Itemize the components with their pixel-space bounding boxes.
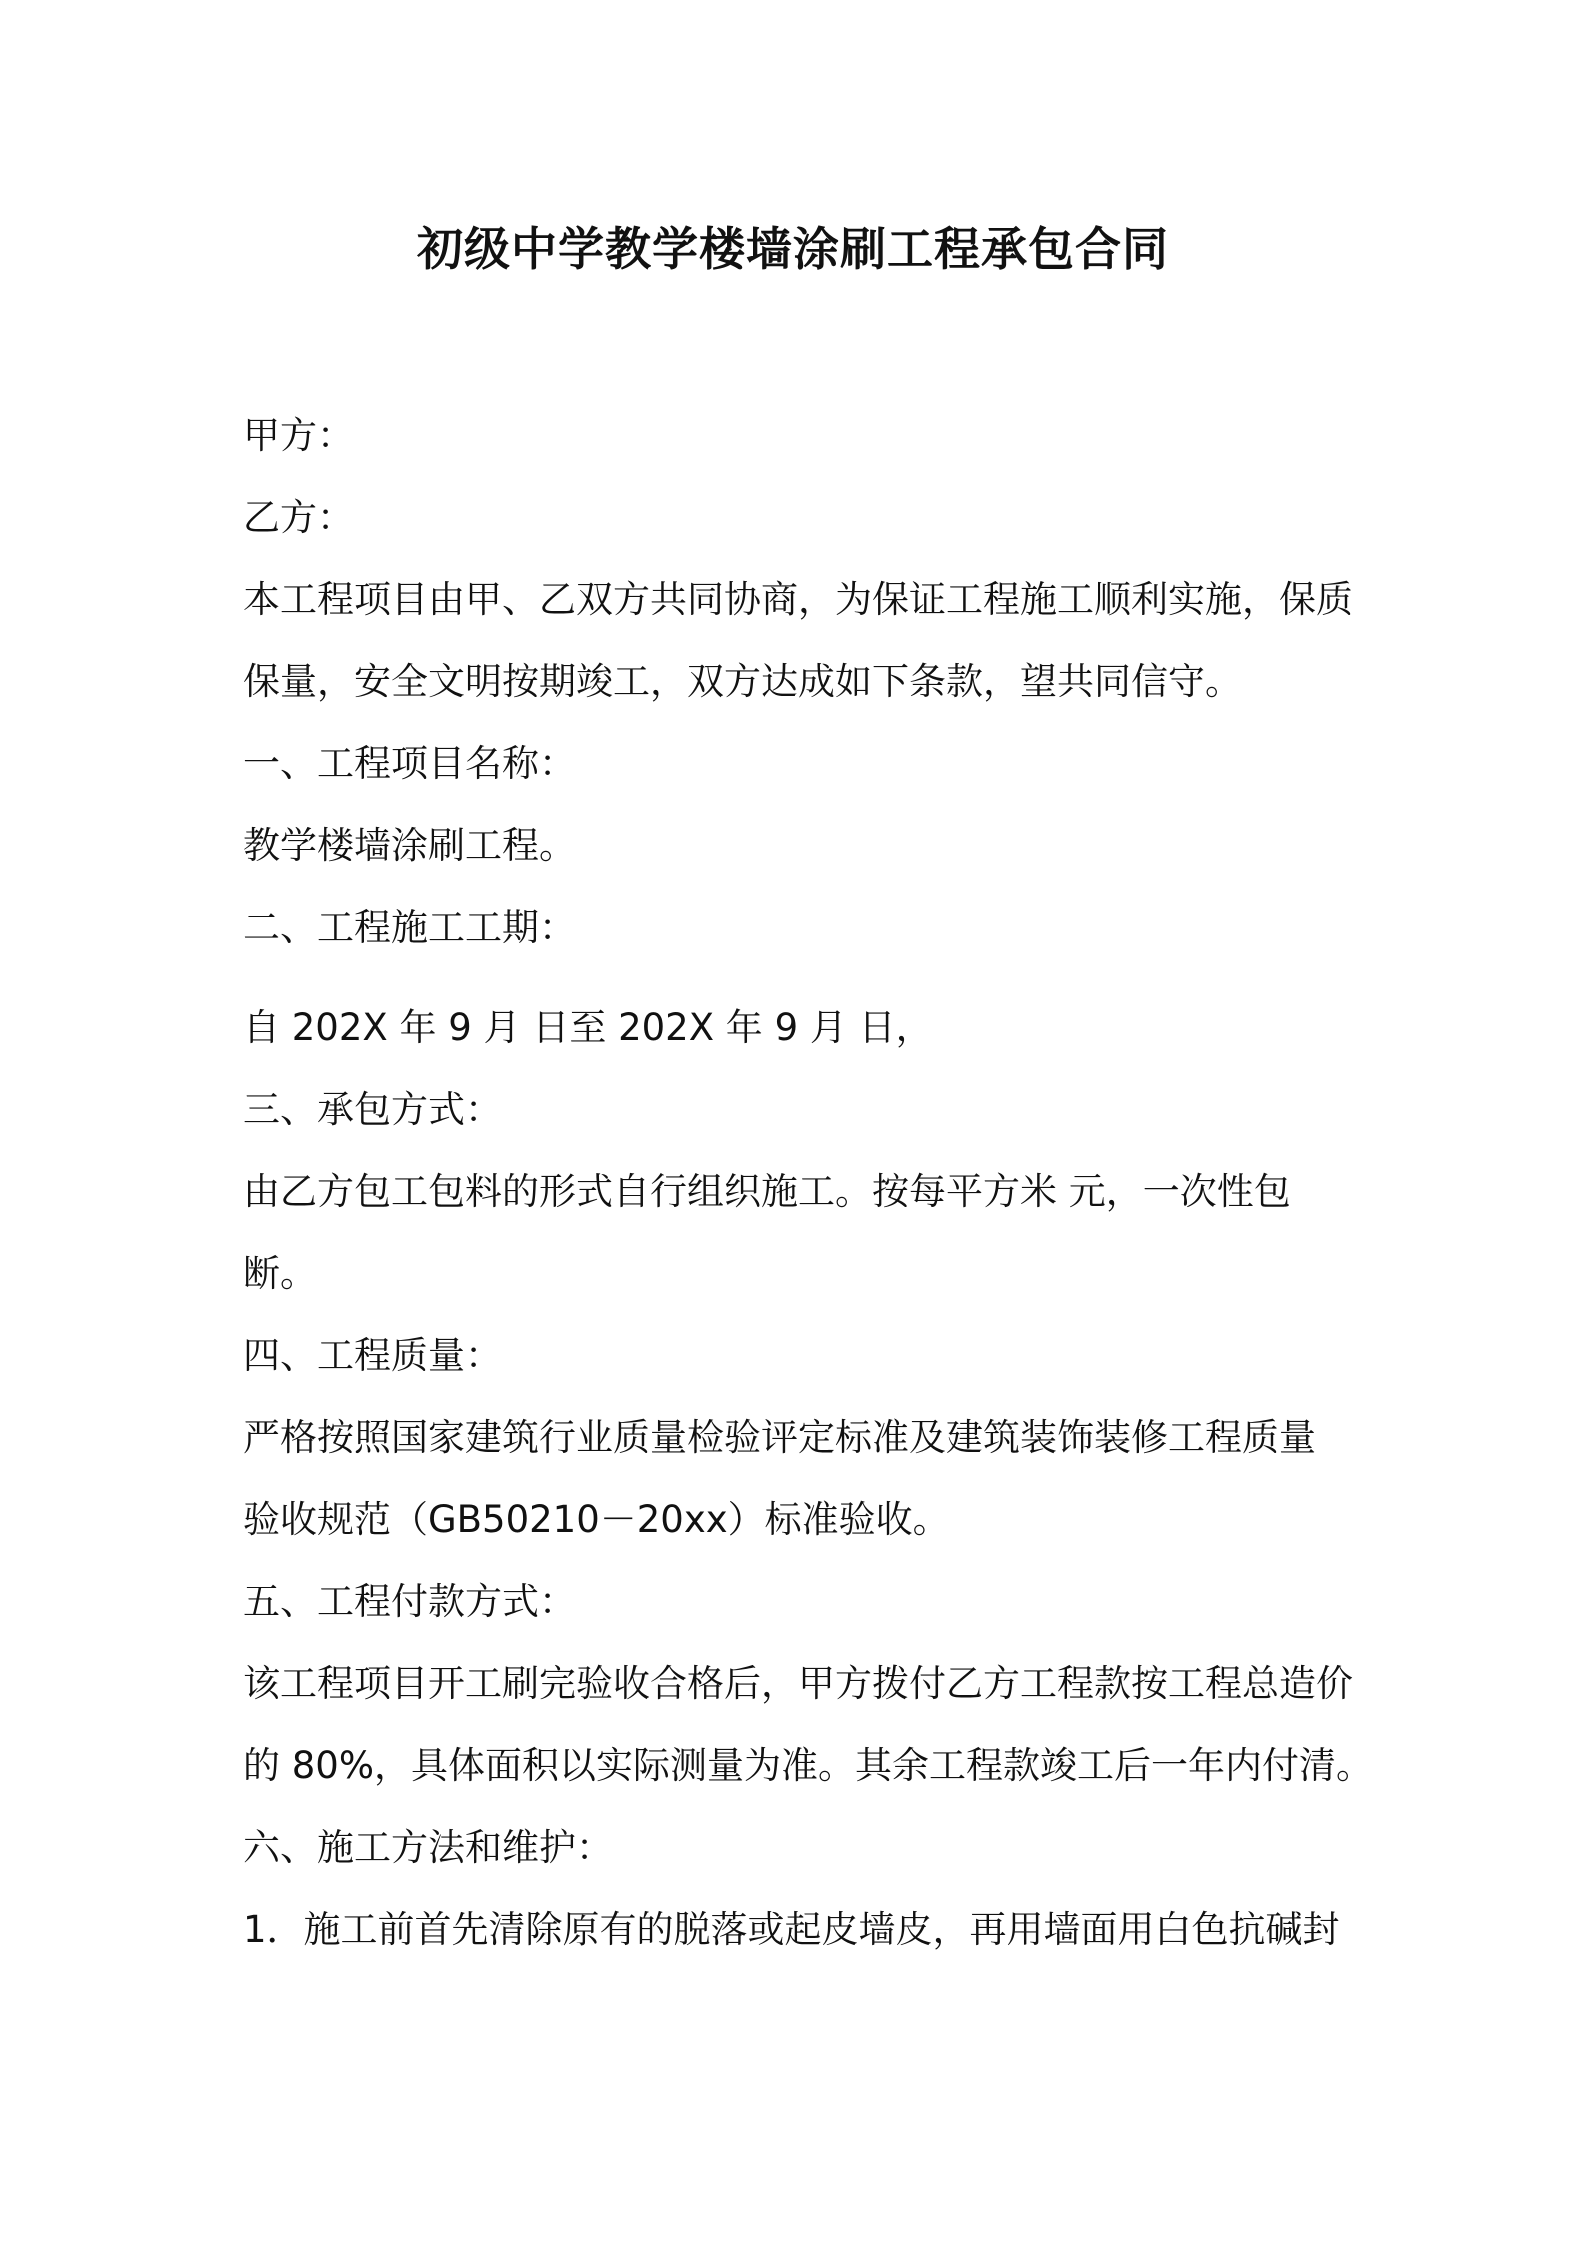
section-3-heading: 三、承包方式： [243,1088,502,1131]
section-3-body-line-2: 断。 [243,1252,317,1295]
preamble-line-2: 保量，安全文明按期竣工，双方达成如下条款，望共同信守。 [243,660,1242,703]
section-5-body-line-1: 该工程项目开工刷完验收合格后，甲方拨付乙方工程款按工程总造价 [243,1662,1353,1705]
section-5-body-line-2: 的 80%，具体面积以实际测量为准。其余工程款竣工后一年内付清。 [243,1744,1373,1787]
preamble-line-1: 本工程项目由甲、乙双方共同协商，为保证工程施工顺利实施，保质 [243,578,1353,621]
party-b-label: 乙方： [243,496,354,539]
section-5-heading: 五、工程付款方式： [243,1580,576,1623]
party-a-label: 甲方： [243,414,354,457]
section-1-body: 教学楼墙涂刷工程。 [243,824,576,867]
section-2-heading: 二、工程施工工期： [243,906,576,949]
section-4-body-line-1: 严格按照国家建筑行业质量检验评定标准及建筑装饰装修工程质量 [243,1416,1316,1459]
section-3-body-line-1: 由乙方包工包料的形式自行组织施工。按每平方米 元，一次性包 [243,1170,1291,1213]
document-title: 初级中学教学楼墙涂刷工程承包合同 [417,222,1169,276]
section-2-body: 自 202X 年 9 月 日至 202X 年 9 月 日， [243,1006,933,1049]
section-4-heading: 四、工程质量： [243,1334,502,1377]
section-6-item-1: 1．施工前首先清除原有的脱落或起皮墙皮，再用墙面用白色抗碱封 [243,1908,1340,1951]
section-1-heading: 一、工程项目名称： [243,742,576,785]
section-4-body-line-2: 验收规范（GB50210－20xx）标准验收。 [243,1498,950,1541]
section-6-heading: 六、施工方法和维护： [243,1826,613,1869]
